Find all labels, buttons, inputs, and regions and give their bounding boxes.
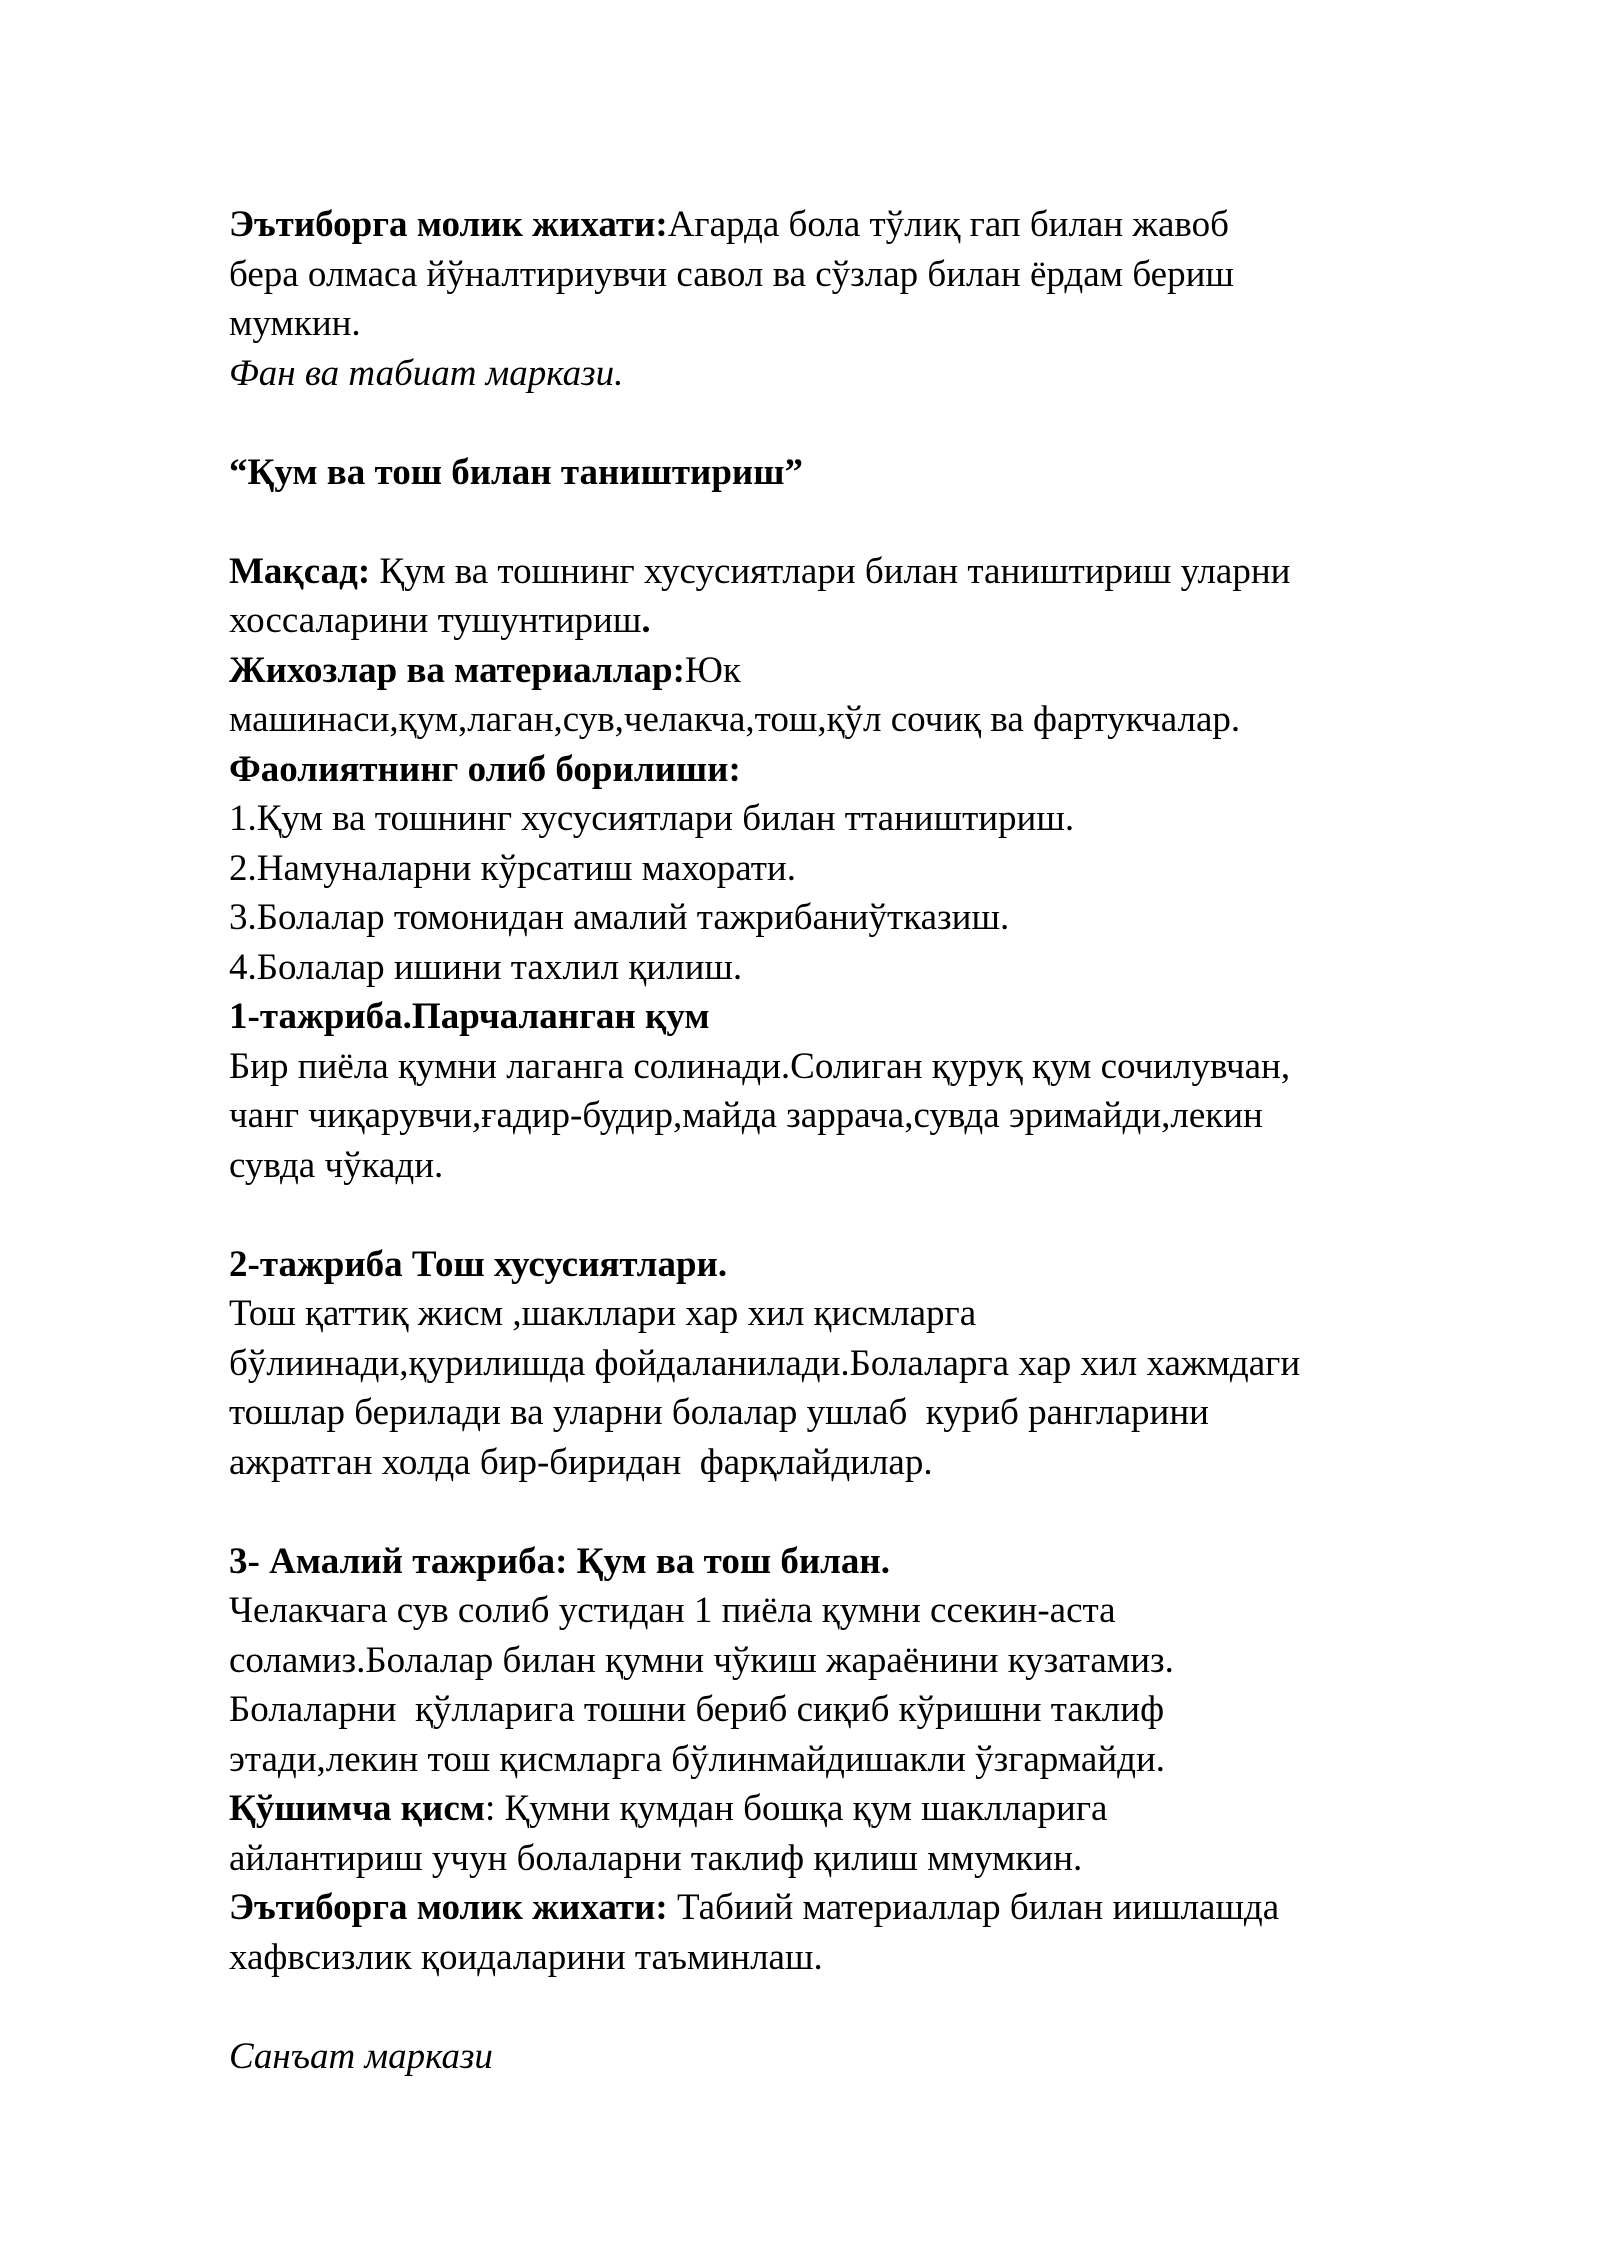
activity-step-3: 3.Болалар томонидан амалий тажрибаниўтказиш.	[229, 897, 1010, 938]
safety-line-2: хафвсизлик қоидаларини таъминлаш.	[229, 1936, 823, 1978]
experiment-1-text-3: сувда чўкади.	[229, 1144, 444, 1186]
section-heading-art: Санъат маркази	[229, 2035, 493, 2077]
experiment-1-heading: 1-тажриба.Парчаланган қум	[229, 996, 710, 1037]
note-line-2: бера олмаса йўналтириувчи савол ва сўзлар билан ёрдам бериш	[229, 253, 1234, 295]
experiment-1-text-1: Бир пиёла қумни лаганга солинади.Солиган қуруқ қум сочилувчан,	[229, 1045, 1291, 1087]
activity-heading: Фаолиятнинг олиб борилиши:	[229, 748, 741, 790]
activity-step-1: 1.Қум ва тошнинг хусусиятлари билан ттаништириш.	[229, 798, 1075, 839]
safety-line-1	[229, 1883, 1529, 1933]
goal-text-cont: хоссаларини тушунтириш	[229, 600, 642, 641]
safety-text: Табиий материаллар билан иишлашда	[667, 1887, 1280, 1928]
note-label: Эътиборга молик жихати:	[229, 204, 668, 245]
materials-line-1	[229, 646, 1529, 696]
experiment-2-text-4: ажратган холда бир-биридан фарқлайдилар.	[229, 1441, 933, 1483]
blank-line	[229, 398, 1529, 448]
document-page	[229, 200, 1529, 2081]
note-text: Агарда бола тўлиқ гап билан жавоб	[667, 204, 1229, 245]
blank-line	[229, 1982, 1529, 2032]
materials-line-2: машинаси,қум,лаган,сув,челакча,тош,қўл сочиқ ва фартукчалар.	[229, 699, 1241, 740]
note-line-3: мумкин.	[229, 303, 361, 344]
blank-line	[229, 1487, 1529, 1537]
section-heading-science: Фан ва табиат маркази.	[229, 352, 624, 394]
additional-line-2: айлантириш учун болаларни таклиф қилиш ммумкин.	[229, 1837, 1083, 1879]
blank-line	[229, 497, 1529, 547]
lesson-title: “Қум ва тош билан таништириш”	[229, 451, 803, 493]
note-line-1	[229, 200, 1529, 250]
additional-label: Қўшимча қисм	[229, 1788, 485, 1829]
experiment-3-text-2: соламиз.Болалар билан қумни чўкиш жараёнини кузатамиз.	[229, 1639, 1174, 1681]
additional-text: : Қумни қумдан бошқа қум шаклларига	[484, 1788, 1108, 1829]
goal-period: .	[641, 600, 651, 641]
materials-label: Жихозлар ва материаллар:	[229, 649, 685, 691]
experiment-3-text-1: Челакчага сув солиб устидан 1 пиёла қумни ссекин-аста	[229, 1590, 1116, 1631]
blank-line	[229, 1190, 1529, 1240]
goal-line-1	[229, 547, 1529, 597]
experiment-3-text-4: этади,лекин тош қисмларга бўлинмайдишакли ўзгармайди.	[229, 1738, 1166, 1780]
goal-text: Қум ва тошнинг хусусиятлари билан таништириш уларни	[370, 550, 1291, 592]
experiment-3-heading: 3- Амалий тажриба: Қум ва тош билан.	[229, 1540, 890, 1582]
activity-step-2: 2.Намуналарни кўрсатиш махорати.	[229, 847, 796, 889]
goal-line-2	[229, 596, 1529, 646]
experiment-2-heading: 2-тажриба Тош хусусиятлари.	[229, 1243, 728, 1285]
goal-label: Мақсад:	[229, 550, 371, 592]
safety-label: Эътиборга молик жихати:	[229, 1887, 668, 1928]
experiment-2-text-3: тошлар берилади ва уларни болалар ушлаб куриб рангларини	[229, 1392, 1209, 1433]
experiment-2-text-1: Тош қаттиқ жисм ,шакллари хар хил қисмларга	[229, 1293, 977, 1334]
experiment-3-text-3: Болаларни қўлларига тошни бериб сиқиб кўришни таклиф	[229, 1689, 1165, 1730]
activity-step-4: 4.Болалар ишини тахлил қилиш.	[229, 946, 743, 988]
additional-line-1	[229, 1784, 1529, 1834]
experiment-2-text-2: бўлиинади,қурилишда фойдаланилади.Болаларга хар хил хажмдаги	[229, 1342, 1301, 1384]
materials-text: Юк	[684, 649, 741, 691]
experiment-1-text-2: чанг чиқарувчи,ғадир-будир,майда заррача,сувда эримайди,лекин	[229, 1095, 1263, 1136]
